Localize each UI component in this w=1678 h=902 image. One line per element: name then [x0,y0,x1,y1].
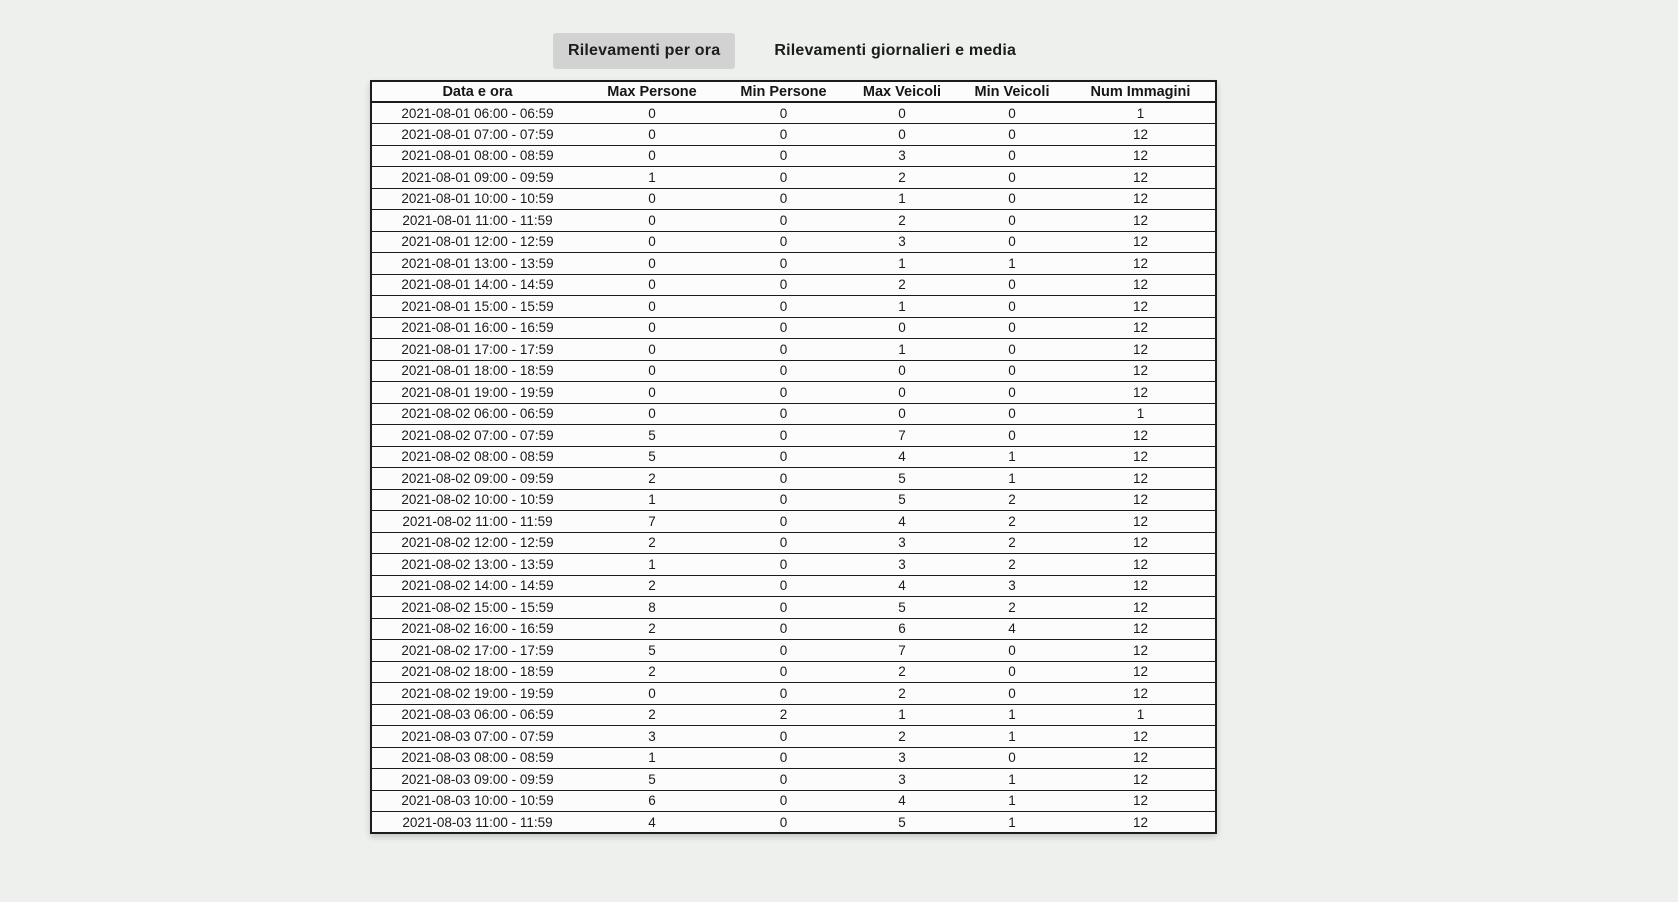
cell-num-immagini: 12 [1132,621,1149,637]
cell-max-persone: 0 [648,148,656,164]
cell-min-persone: 0 [779,126,788,142]
cell-data-e-ora: 2021-08-03 06:00 - 06:59 [401,707,554,723]
column-header-max-veicoli: Max Veicoli [846,81,958,102]
table-row [371,554,1216,576]
cell-min-veicoli: 2 [1008,513,1016,529]
cell-data-e-ora: 2021-08-01 09:00 - 09:59 [401,169,554,185]
cell-max-persone: 2 [648,535,656,551]
table-row [371,640,1216,662]
cell-max-veicoli: 5 [898,470,906,486]
cell-num-immagini: 12 [1132,513,1149,529]
cell-max-persone: 0 [648,191,656,207]
cell-num-immagini: 12 [1132,535,1149,551]
cell-max-persone: 0 [648,126,656,142]
cell-num-immagini: 12 [1132,642,1149,658]
cell-max-persone: 1 [648,169,656,185]
table-row [371,296,1216,318]
table-row [371,683,1216,705]
cell-min-persone: 0 [779,750,788,766]
cell-min-persone: 0 [779,384,788,400]
cell-max-persone: 7 [648,513,656,529]
cell-num-immagini: 12 [1132,492,1149,508]
cell-data-e-ora: 2021-08-02 13:00 - 13:59 [401,556,554,572]
cell-num-immagini: 12 [1132,793,1149,809]
cell-min-persone: 0 [779,363,788,379]
cell-num-immagini: 1 [1136,707,1145,723]
cell-min-veicoli: 0 [1008,363,1016,379]
cell-data-e-ora: 2021-08-01 11:00 - 11:59 [402,212,553,228]
cell-max-veicoli: 2 [898,277,906,293]
column-header-min-persone: Min Persone [721,81,846,102]
cell-min-persone: 0 [779,105,788,121]
table-row [371,210,1216,232]
cell-max-persone: 6 [648,793,656,809]
cell-max-veicoli: 0 [898,320,906,336]
cell-min-veicoli: 0 [1008,642,1016,658]
table-row [371,532,1216,554]
cell-num-immagini: 12 [1132,298,1149,314]
cell-max-persone: 0 [648,320,656,336]
cell-data-e-ora: 2021-08-02 09:00 - 09:59 [401,470,554,486]
cell-data-e-ora: 2021-08-02 18:00 - 18:59 [401,664,554,680]
cell-max-veicoli: 4 [898,513,906,529]
cell-min-persone: 0 [779,685,788,701]
cell-max-veicoli: 7 [898,427,906,443]
cell-num-immagini: 12 [1132,685,1149,701]
column-header-max-persone: Max Persone [583,81,721,102]
cell-max-persone: 0 [648,234,656,250]
table-row [371,167,1216,189]
cell-max-persone: 2 [648,664,656,680]
cell-data-e-ora: 2021-08-01 06:00 - 06:59 [401,105,554,121]
cell-data-e-ora: 2021-08-03 08:00 - 08:59 [401,750,554,766]
cell-max-persone: 0 [648,384,656,400]
cell-data-e-ora: 2021-08-02 08:00 - 08:59 [401,449,554,465]
tab-rilevamenti-giornalieri-e-media[interactable]: Rilevamenti giornalieri e media [774,42,1017,59]
cell-min-persone: 0 [779,406,788,422]
cell-min-veicoli: 0 [1008,298,1016,314]
table-row [371,317,1216,339]
cell-max-veicoli: 3 [898,750,906,766]
cell-min-veicoli: 0 [1008,212,1016,228]
cell-min-veicoli: 1 [1008,728,1016,744]
cell-data-e-ora: 2021-08-01 13:00 - 13:59 [401,255,554,271]
cell-min-persone: 0 [779,599,788,615]
cell-max-veicoli: 0 [898,105,906,121]
cell-max-veicoli: 6 [898,621,906,637]
cell-max-veicoli: 1 [898,341,906,357]
cell-data-e-ora: 2021-08-01 10:00 - 10:59 [401,191,554,207]
cell-max-veicoli: 3 [898,234,906,250]
cell-min-persone: 0 [779,341,788,357]
cell-min-veicoli: 0 [1008,341,1016,357]
cell-min-veicoli: 4 [1008,621,1016,637]
cell-max-persone: 0 [648,363,656,379]
cell-data-e-ora: 2021-08-02 19:00 - 19:59 [401,685,554,701]
cell-data-e-ora: 2021-08-01 19:00 - 19:59 [401,384,554,400]
cell-data-e-ora: 2021-08-03 10:00 - 10:59 [401,793,554,809]
cell-max-veicoli: 1 [898,707,906,723]
cell-min-persone: 0 [779,771,788,787]
table-row [371,188,1216,210]
cell-max-veicoli: 3 [898,556,906,572]
cell-max-veicoli: 0 [898,384,906,400]
cell-data-e-ora: 2021-08-01 14:00 - 14:59 [401,277,554,293]
tab-rilevamenti-per-ora[interactable]: Rilevamenti per ora [553,33,735,69]
cell-max-veicoli: 0 [898,363,906,379]
table-row [371,274,1216,296]
cell-max-veicoli: 1 [898,298,906,314]
cell-num-immagini: 12 [1132,255,1149,271]
cell-max-veicoli: 4 [898,793,906,809]
cell-max-persone: 1 [648,492,656,508]
hourly-detections-table [370,80,1217,834]
cell-data-e-ora: 2021-08-02 12:00 - 12:59 [401,535,554,551]
cell-max-veicoli: 2 [898,728,906,744]
cell-min-veicoli: 0 [1008,406,1016,422]
cell-min-persone: 0 [779,664,788,680]
table-row [371,382,1216,404]
cell-min-veicoli: 0 [1008,427,1016,443]
table-header [371,81,1216,102]
cell-num-immagini: 12 [1132,148,1149,164]
cell-max-veicoli: 3 [898,148,906,164]
cell-min-veicoli: 1 [1008,470,1016,486]
cell-data-e-ora: 2021-08-02 10:00 - 10:59 [401,492,554,508]
table-row [371,124,1216,146]
cell-max-persone: 2 [648,707,656,723]
cell-max-persone: 0 [648,341,656,357]
table-row [371,102,1216,124]
cell-num-immagini: 12 [1132,750,1149,766]
cell-num-immagini: 12 [1132,212,1149,228]
cell-max-veicoli: 3 [898,535,906,551]
cell-data-e-ora: 2021-08-01 18:00 - 18:59 [401,363,554,379]
table-body [371,102,1216,833]
cell-max-persone: 0 [648,105,656,121]
cell-max-persone: 1 [648,750,656,766]
cell-max-veicoli: 1 [898,191,906,207]
cell-data-e-ora: 2021-08-01 08:00 - 08:59 [401,148,554,164]
cell-max-veicoli: 2 [898,212,906,228]
cell-min-veicoli: 1 [1008,255,1016,271]
cell-min-veicoli: 0 [1008,685,1016,701]
cell-min-veicoli: 0 [1008,750,1016,766]
cell-min-persone: 0 [779,556,788,572]
cell-min-veicoli: 2 [1008,556,1016,572]
cell-max-persone: 5 [648,449,656,465]
table-row [371,747,1216,769]
cell-num-immagini: 12 [1132,341,1149,357]
table-row [371,446,1216,468]
cell-max-persone: 0 [648,255,656,271]
cell-data-e-ora: 2021-08-03 09:00 - 09:59 [401,771,554,787]
cell-data-e-ora: 2021-08-02 07:00 - 07:59 [401,427,554,443]
cell-max-persone: 3 [648,728,656,744]
cell-min-veicoli: 1 [1008,707,1016,723]
cell-min-veicoli: 0 [1008,105,1016,121]
cell-min-persone: 0 [779,492,788,508]
cell-max-veicoli: 7 [898,642,906,658]
cell-min-veicoli: 1 [1008,771,1016,787]
cell-max-persone: 5 [648,427,656,443]
cell-max-veicoli: 2 [898,664,906,680]
tab-bar [553,33,1031,69]
cell-min-persone: 0 [779,212,788,228]
cell-num-immagini: 12 [1132,277,1149,293]
cell-max-veicoli: 0 [898,126,906,142]
cell-min-persone: 0 [779,728,788,744]
cell-min-veicoli: 0 [1008,148,1016,164]
table-row [371,511,1216,533]
cell-max-persone: 0 [648,277,656,293]
column-header-num-immagini: Num Immagini [1066,81,1216,102]
cell-num-immagini: 12 [1132,771,1149,787]
cell-data-e-ora: 2021-08-01 17:00 - 17:59 [401,341,554,357]
cell-max-persone: 5 [648,642,656,658]
cell-min-persone: 0 [779,578,788,594]
cell-data-e-ora: 2021-08-02 11:00 - 11:59 [402,513,553,529]
cell-min-persone: 0 [779,234,788,250]
cell-num-immagini: 12 [1132,320,1149,336]
cell-min-veicoli: 0 [1008,191,1016,207]
cell-data-e-ora: 2021-08-02 06:00 - 06:59 [401,406,554,422]
cell-num-immagini: 12 [1132,728,1149,744]
cell-data-e-ora: 2021-08-02 16:00 - 16:59 [401,621,554,637]
cell-num-immagini: 12 [1132,814,1149,830]
cell-min-persone: 0 [779,793,788,809]
cell-num-immagini: 12 [1132,427,1149,443]
table-row [371,790,1216,812]
cell-min-persone: 0 [779,169,788,185]
cell-data-e-ora: 2021-08-01 07:00 - 07:59 [401,126,554,142]
cell-min-persone: 0 [779,470,788,486]
cell-max-persone: 2 [648,621,656,637]
cell-num-immagini: 12 [1132,578,1149,594]
table-row [371,253,1216,275]
cell-min-persone: 0 [779,513,788,529]
cell-min-persone: 0 [779,642,788,658]
cell-num-immagini: 1 [1136,105,1145,121]
cell-min-persone: 2 [779,707,788,723]
cell-num-immagini: 12 [1132,384,1149,400]
cell-max-persone: 0 [648,406,656,422]
cell-data-e-ora: 2021-08-01 16:00 - 16:59 [401,320,554,336]
cell-min-veicoli: 0 [1008,169,1016,185]
column-header-data-e-ora: Data e ora [371,81,583,102]
cell-max-veicoli: 5 [898,814,906,830]
cell-min-veicoli: 1 [1008,449,1016,465]
cell-num-immagini: 12 [1132,664,1149,680]
cell-data-e-ora: 2021-08-03 07:00 - 07:59 [401,728,554,744]
cell-num-immagini: 12 [1132,169,1149,185]
cell-min-veicoli: 0 [1008,126,1016,142]
cell-min-veicoli: 0 [1008,320,1016,336]
table-row [371,575,1216,597]
cell-max-veicoli: 1 [898,255,906,271]
cell-max-veicoli: 2 [898,169,906,185]
cell-max-persone: 1 [648,556,656,572]
table-row [371,769,1216,791]
table-row [371,425,1216,447]
cell-data-e-ora: 2021-08-02 17:00 - 17:59 [401,642,554,658]
cell-data-e-ora: 2021-08-03 11:00 - 11:59 [402,814,553,830]
cell-num-immagini: 12 [1132,191,1149,207]
cell-data-e-ora: 2021-08-01 15:00 - 15:59 [401,298,554,314]
table-row [371,489,1216,511]
cell-min-persone: 0 [779,148,788,164]
cell-min-persone: 0 [779,427,788,443]
cell-max-persone: 2 [648,578,656,594]
cell-max-persone: 4 [648,814,656,830]
cell-max-veicoli: 4 [898,578,906,594]
table-row [371,812,1216,834]
table-row [371,726,1216,748]
cell-min-persone: 0 [779,298,788,314]
table-row [371,661,1216,683]
cell-num-immagini: 1 [1136,406,1145,422]
cell-max-persone: 8 [648,599,656,615]
table-row [371,403,1216,425]
cell-min-persone: 0 [779,814,788,830]
cell-num-immagini: 12 [1132,363,1149,379]
table-row [371,339,1216,361]
cell-data-e-ora: 2021-08-02 15:00 - 15:59 [401,599,554,615]
cell-num-immagini: 12 [1132,126,1149,142]
table-row [371,145,1216,167]
cell-min-persone: 0 [779,535,788,551]
table-row [371,231,1216,253]
table-row [371,597,1216,619]
cell-min-veicoli: 2 [1008,535,1016,551]
cell-max-persone: 5 [648,771,656,787]
cell-num-immagini: 12 [1132,556,1149,572]
cell-max-veicoli: 0 [898,406,906,422]
cell-num-immagini: 12 [1132,470,1149,486]
cell-min-persone: 0 [779,621,788,637]
cell-min-veicoli: 0 [1008,234,1016,250]
cell-max-veicoli: 4 [898,449,906,465]
cell-data-e-ora: 2021-08-01 12:00 - 12:59 [401,234,554,250]
cell-min-veicoli: 3 [1008,578,1016,594]
cell-min-persone: 0 [779,191,788,207]
table-row [371,618,1216,640]
table-header-row [371,81,1216,102]
cell-min-veicoli: 0 [1008,277,1016,293]
table-row [371,360,1216,382]
cell-min-persone: 0 [779,255,788,271]
cell-min-veicoli: 2 [1008,599,1016,615]
cell-max-veicoli: 5 [898,599,906,615]
cell-min-persone: 0 [779,320,788,336]
cell-max-veicoli: 3 [898,771,906,787]
cell-num-immagini: 12 [1132,449,1149,465]
cell-min-veicoli: 1 [1008,793,1016,809]
cell-min-persone: 0 [779,449,788,465]
cell-max-persone: 2 [648,470,656,486]
cell-num-immagini: 12 [1132,599,1149,615]
table-row [371,468,1216,490]
cell-max-veicoli: 5 [898,492,906,508]
cell-min-veicoli: 0 [1008,664,1016,680]
cell-num-immagini: 12 [1132,234,1149,250]
cell-max-veicoli: 2 [898,685,906,701]
cell-min-persone: 0 [779,277,788,293]
table-row [371,704,1216,726]
column-header-min-veicoli: Min Veicoli [958,81,1066,102]
cell-min-veicoli: 2 [1008,492,1016,508]
cell-max-persone: 0 [648,212,656,228]
cell-data-e-ora: 2021-08-02 14:00 - 14:59 [401,578,554,594]
cell-max-persone: 0 [648,685,656,701]
cell-min-veicoli: 1 [1008,814,1016,830]
cell-max-persone: 0 [648,298,656,314]
cell-min-veicoli: 0 [1008,384,1016,400]
